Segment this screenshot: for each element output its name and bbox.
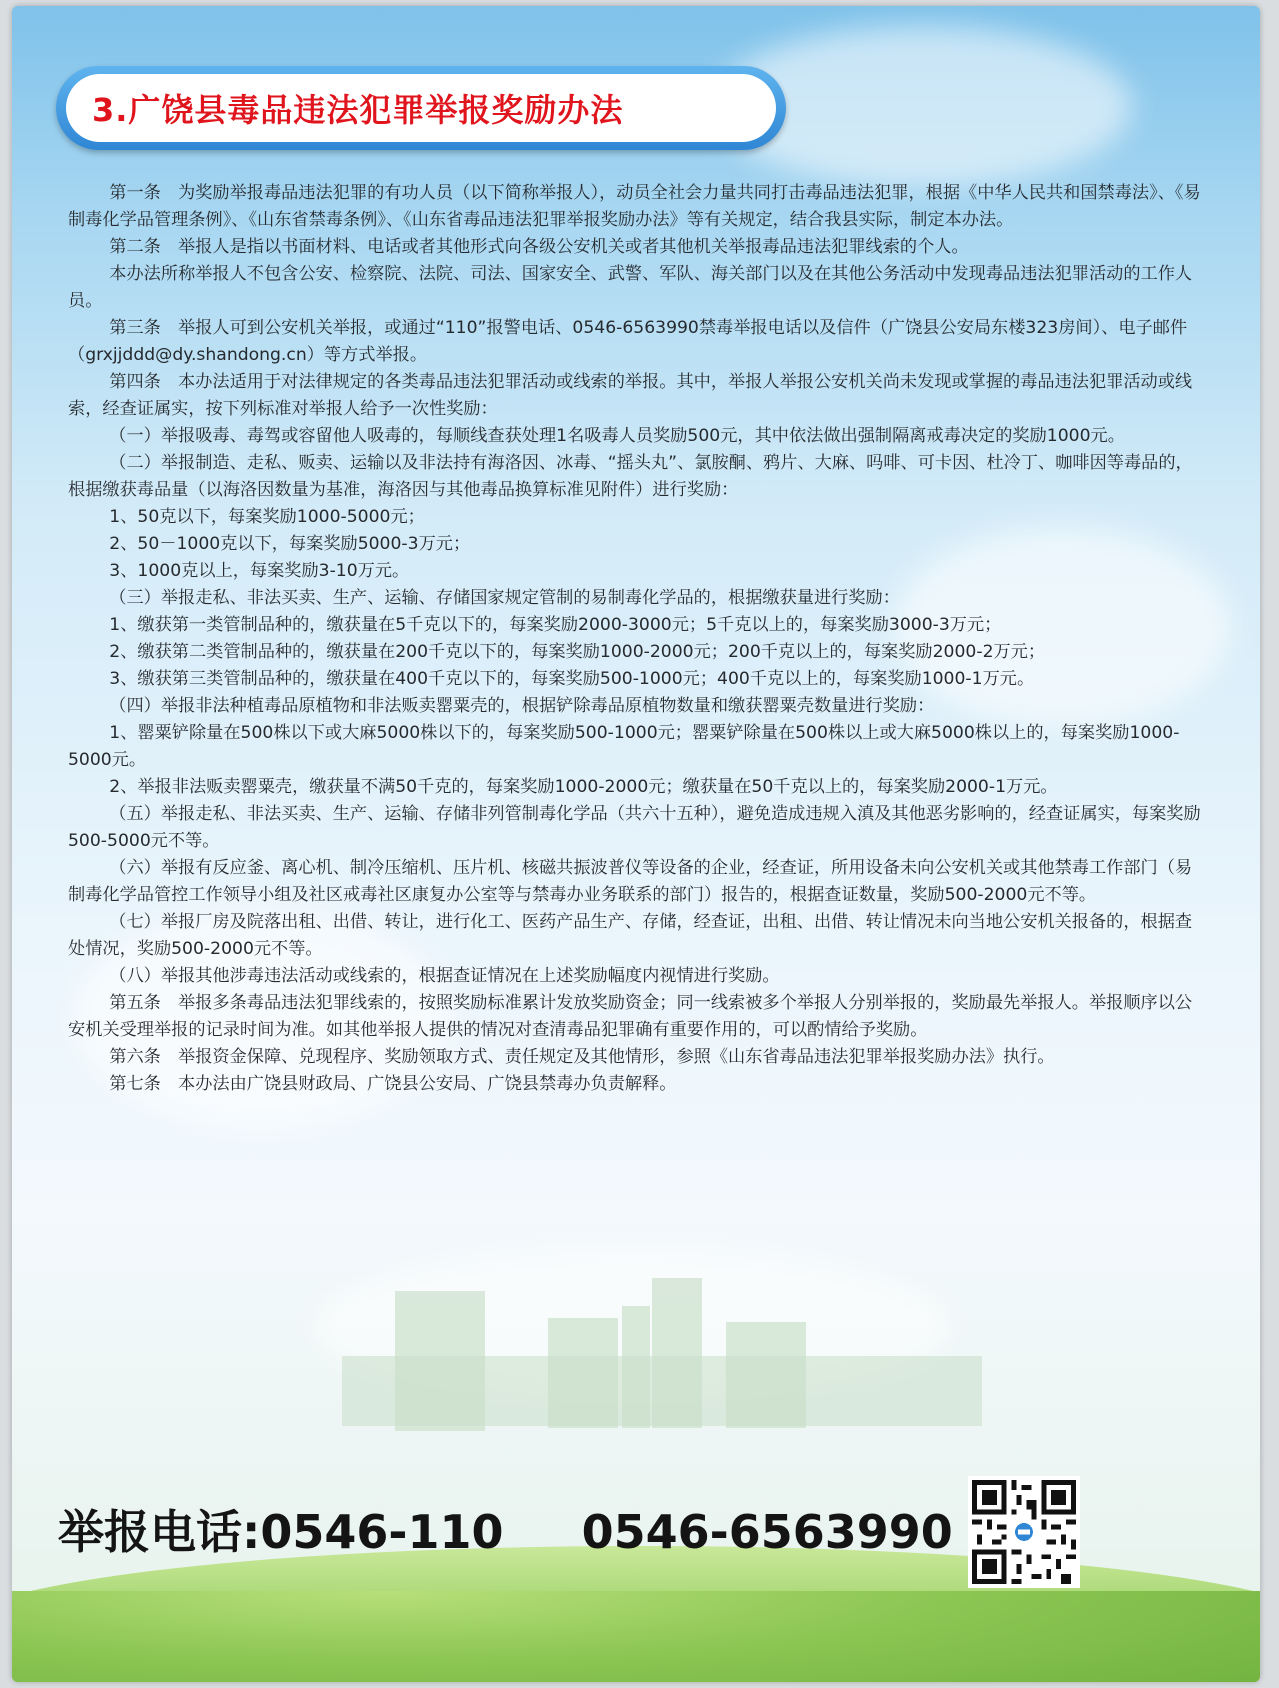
regulation-paragraph: 本办法所称举报人不包含公安、检察院、法院、司法、国家安全、武警、军队、海关部门以及在其他公务活动中发现毒品违法犯罪活动的工作人员。: [68, 264, 1193, 311]
regulation-paragraph: （三）举报走私、非法买卖、生产、运输、存储国家规定管制的易制毒化学品的，根据缴获量进行奖励：: [109, 588, 900, 608]
page-title: 3.广饶县毒品违法犯罪举报奖励办法: [92, 91, 624, 129]
regulation-paragraph: 第七条 本办法由广饶县财政局、广饶县公安局、广饶县禁毒办负责解释。: [109, 1074, 677, 1094]
regulation-paragraph: （四）举报非法种植毒品原植物和非法贩卖罂粟壳的，根据铲除毒品原植物数量和缴获罂粟壳数量进行奖励：: [109, 696, 935, 716]
qr-code-graphic: [972, 1480, 1076, 1584]
hotline-number-2: 0546-6563990: [581, 1505, 953, 1559]
regulation-paragraph: 2、举报非法贩卖罂粟壳，缴获量不满50千克的，每案奖励1000-2000元；缴获量在50千克以上的，每案奖励2000-1万元。: [109, 777, 1058, 797]
grass-decoration: [12, 1591, 1260, 1682]
city-silhouette: [342, 1356, 982, 1426]
regulation-paragraph: （五）举报走私、非法买卖、生产、运输、存储非列管制毒化学品（共六十五种），避免造成违规入滇及其他恶劣影响的，经查证属实，每案奖励500-5000元不等。: [68, 804, 1201, 851]
regulation-paragraph: 第二条 举报人是指以书面材料、电话或者其他形式向各级公安机关或者其他机关举报毒品违法犯罪线索的个人。: [109, 237, 969, 257]
regulation-paragraph: 第五条 举报多条毒品违法犯罪线索的，按照奖励标准累计发放奖励资金；同一线索被多个举报人分别举报的，奖励最先举报人。举报顺序以公安机关受理举报的记录时间为准。如其他举报人提供的情况对查清毒品犯罪确有重要作用的，可以酌情给予奖励。: [68, 993, 1193, 1040]
poster: [12, 6, 1260, 1682]
regulation-paragraph: （七）举报厂房及院落出租、出借、转让，进行化工、医药产品生产、存储，经查证，出租、出借、转让情况未向当地公安机关报备的，根据查处情况，奖励500-2000元不等。: [68, 912, 1193, 959]
title-banner: [56, 66, 786, 150]
regulation-paragraph: （二）举报制造、走私、贩卖、运输以及非法持有海洛因、冰毒、“摇头丸”、氯胺酮、鸦片、大麻、吗啡、可卡因、杜冷丁、咖啡因等毒品的，根据缴获毒品量（以海洛因数量为基准，海洛因与其他毒品换算标准见附件）进行奖励：: [68, 453, 1193, 500]
regulation-paragraph: 1、50克以下，每案奖励1000-5000元；: [109, 507, 425, 527]
regulation-paragraph: 1、缴获第一类管制品种的，缴获量在5千克以下的，每案奖励2000-3000元；5千克以上的，每案奖励3000-3万元；: [109, 615, 1002, 635]
regulation-paragraph: 2、50－1000克以下，每案奖励5000-3万元；: [109, 534, 471, 554]
regulation-paragraph: 第四条 本办法适用于对法律规定的各类毒品违法犯罪活动或线索的举报。其中，举报人举报公安机关尚未发现或掌握的毒品违法犯罪活动或线索，经查证属实，按下列标准对举报人给予一次性奖励：: [68, 372, 1193, 419]
regulation-paragraph: （一）举报吸毒、毒驾或容留他人吸毒的，每顺线查获处理1名吸毒人员奖励500元，其中依法做出强制隔离戒毒决定的奖励1000元。: [109, 426, 1125, 446]
regulation-body: [68, 180, 1204, 1098]
regulation-paragraph: 第三条 举报人可到公安机关举报，或通过“110”报警电话、0546-6563990禁毒举报电话以及信件（广饶县公安局东楼323房间）、电子邮件（grxjjddd@dy.shandong.cn）等方式举报。: [68, 318, 1188, 365]
hotline-bar: [58, 1496, 953, 1562]
qr-code-icon[interactable]: [968, 1476, 1080, 1588]
title-banner-inner: [66, 74, 776, 142]
regulation-paragraph: （六）举报有反应釜、离心机、制冷压缩机、压片机、核磁共振波普仪等设备的企业，经查证，所用设备未向公安机关或其他禁毒工作部门（易制毒化学品管控工作领导小组及社区戒毒社区康复办公室等与禁毒办业务联系的部门）报告的，根据查证数量，奖励500-2000元不等。: [68, 858, 1193, 905]
regulation-paragraph: 3、1000克以上，每案奖励3-10万元。: [109, 561, 410, 581]
regulation-paragraph: 第六条 举报资金保障、兑现程序、奖励领取方式、责任规定及其他情形，参照《山东省毒品违法犯罪举报奖励办法》执行。: [109, 1047, 1055, 1067]
regulation-paragraph: （八）举报其他涉毒违法活动或线索的，根据查证情况在上述奖励幅度内视情进行奖励。: [109, 966, 780, 986]
regulation-paragraph: 1、罂粟铲除量在500株以下或大麻5000株以下的，每案奖励500-1000元；罂粟铲除量在500株以上或大麻5000株以上的，每案奖励1000-5000元。: [68, 723, 1180, 770]
hotline-label: 举报电话:0546-110: [58, 1505, 504, 1559]
regulation-paragraph: 3、缴获第三类管制品种的，缴获量在400千克以下的，每案奖励500-1000元；400千克以上的，每案奖励1000-1万元。: [109, 669, 1035, 689]
regulation-paragraph: 第一条 为奖励举报毒品违法犯罪的有功人员（以下简称举报人），动员全社会力量共同打击毒品违法犯罪，根据《中华人民共和国禁毒法》、《易制毒化学品管理条例》、《山东省禁毒条例》、《山东省毒品违法犯罪举报奖励办法》等有关规定，结合我县实际，制定本办法。: [68, 183, 1201, 230]
regulation-paragraph: 2、缴获第二类管制品种的，缴获量在200千克以下的，每案奖励1000-2000元；200千克以上的，每案奖励2000-2万元；: [109, 642, 1046, 662]
